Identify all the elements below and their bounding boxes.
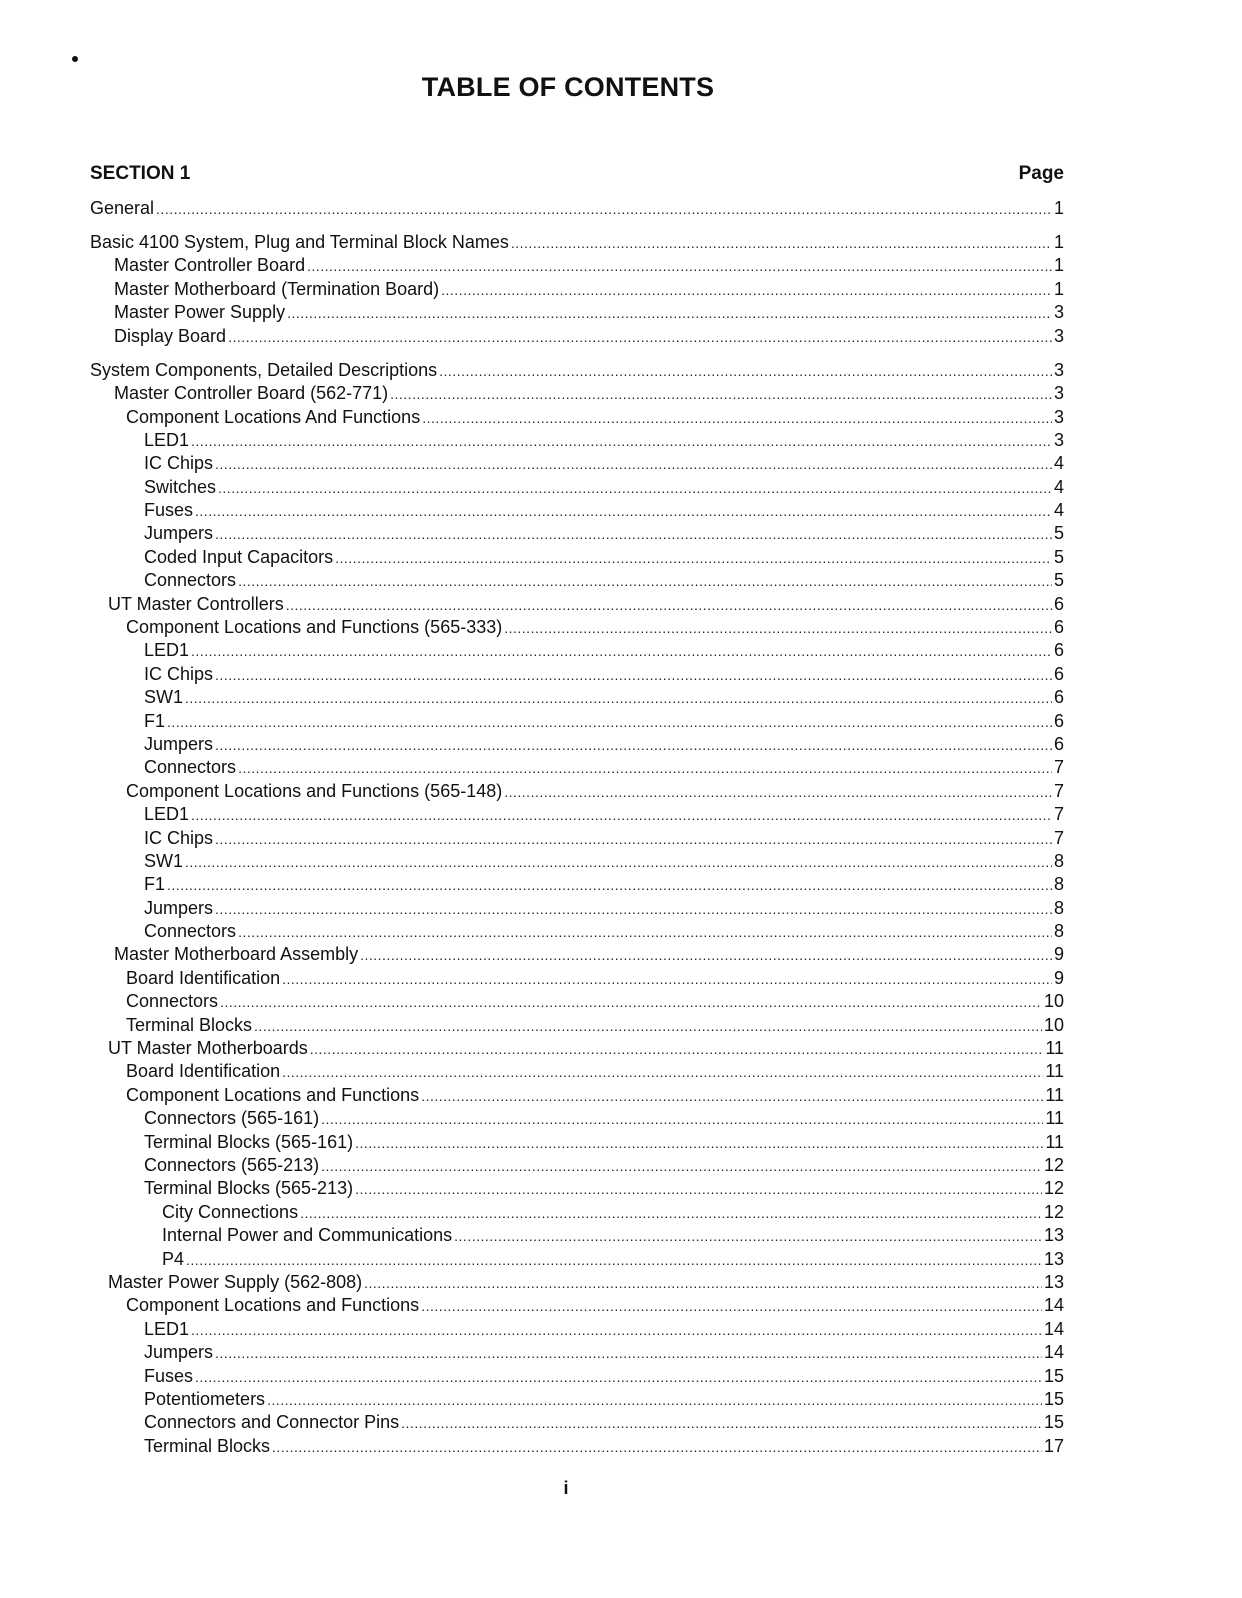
dot-leader [167, 874, 1052, 897]
dot-leader [390, 383, 1052, 406]
dot-leader [228, 326, 1052, 349]
toc-entry[interactable] [90, 593, 1064, 616]
toc-entry-label: Component Locations and Functions (565-148) [126, 780, 503, 801]
toc-entry-label: Component Locations And Functions [126, 406, 421, 427]
toc-entry-page: 14 [1043, 1342, 1064, 1363]
toc-entry-label: Connectors [144, 757, 237, 778]
toc-entry[interactable] [90, 639, 1064, 662]
page-column-header: Page [1018, 163, 1064, 184]
toc-entry-page: 5 [1053, 570, 1064, 591]
section-header [90, 163, 1064, 185]
toc-entry[interactable] [90, 1014, 1064, 1037]
toc-entry-page: 17 [1043, 1435, 1064, 1456]
toc-entry-label: LED1 [144, 640, 190, 661]
toc-entry-page: 6 [1053, 687, 1064, 708]
toc-entry[interactable] [90, 476, 1064, 499]
toc-entry-page: 15 [1043, 1388, 1064, 1409]
dot-leader [421, 1085, 1043, 1108]
toc-entry[interactable] [90, 1411, 1064, 1434]
toc-entry-page: 8 [1053, 874, 1064, 895]
toc-entry-label: Connectors [144, 921, 237, 942]
toc-entry-label: Potentiometers [144, 1388, 266, 1409]
toc-entry-page: 12 [1043, 1201, 1064, 1222]
toc-entry-page: 1 [1053, 278, 1064, 299]
toc-entry-label: City Connections [162, 1201, 299, 1222]
toc-entry-page: 3 [1053, 406, 1064, 427]
toc-entry-page: 4 [1053, 476, 1064, 497]
toc-entry-page: 12 [1043, 1155, 1064, 1175]
toc-entry-page: 1 [1053, 198, 1064, 218]
dot-leader [195, 1366, 1042, 1389]
toc-entry[interactable] [90, 1318, 1064, 1341]
toc-entry-page: 13 [1043, 1248, 1064, 1269]
toc-entry-label: Master Power Supply [114, 302, 286, 323]
toc-entry-label: Jumpers [144, 897, 214, 918]
toc-entry-page: 4 [1053, 500, 1064, 521]
toc-entry-label: Master Controller Board (562-771) [114, 383, 389, 404]
toc-entry[interactable] [90, 827, 1064, 850]
toc-entry[interactable] [90, 197, 1064, 220]
dot-leader [504, 617, 1052, 640]
dot-leader [254, 1015, 1042, 1038]
dot-leader [238, 921, 1052, 944]
dot-leader [421, 1295, 1042, 1318]
dot-leader [191, 430, 1052, 453]
toc-entry-page: 3 [1053, 429, 1064, 450]
bullet-mark [72, 56, 78, 62]
toc-entry[interactable] [90, 359, 1064, 382]
toc-list [90, 197, 1064, 1458]
toc-entry[interactable] [90, 1341, 1064, 1364]
toc-entry[interactable] [90, 301, 1064, 324]
toc-entry[interactable] [90, 803, 1064, 826]
dot-leader [215, 664, 1052, 687]
toc-entry[interactable] [90, 1388, 1064, 1411]
toc-entry-label: Basic 4100 System, Plug and Terminal Block Names [90, 232, 509, 253]
toc-entry-label: Fuses [144, 500, 194, 521]
toc-entry[interactable] [90, 1107, 1064, 1130]
toc-entry-label: F1 [144, 710, 166, 731]
toc-entry-page: 6 [1053, 593, 1064, 614]
toc-entry-page: 5 [1053, 546, 1064, 567]
dot-leader [191, 1319, 1042, 1342]
toc-entry[interactable] [90, 710, 1064, 733]
toc-entry[interactable] [90, 873, 1064, 896]
toc-entry-label: P4 [162, 1248, 185, 1269]
toc-entry[interactable] [90, 920, 1064, 943]
toc-entry-page: 10 [1043, 1014, 1064, 1035]
toc-entry-page: 3 [1053, 325, 1064, 346]
dot-leader [238, 570, 1052, 593]
dot-leader [215, 828, 1052, 851]
toc-entry-label: IC Chips [144, 453, 214, 474]
toc-entry[interactable] [90, 1248, 1064, 1271]
toc-entry-page: 11 [1045, 1131, 1064, 1152]
dot-leader [215, 453, 1052, 476]
toc-entry[interactable] [90, 850, 1064, 873]
dot-leader [364, 1272, 1042, 1295]
toc-entry-label: Master Motherboard (Termination Board) [114, 278, 440, 299]
toc-entry[interactable] [90, 1224, 1064, 1247]
toc-entry[interactable] [90, 429, 1064, 452]
section-label: SECTION 1 [90, 163, 191, 184]
toc-entry-label: Coded Input Capacitors [144, 546, 334, 567]
toc-entry-page: 11 [1045, 1084, 1064, 1105]
toc-entry[interactable] [90, 1060, 1064, 1083]
toc-entry-page: 3 [1053, 359, 1064, 380]
toc-entry-label: Connectors and Connector Pins [144, 1412, 400, 1433]
toc-entry-label: Terminal Blocks (565-161) [144, 1131, 354, 1152]
dot-leader [191, 640, 1052, 663]
toc-entry[interactable] [90, 733, 1064, 756]
dot-leader [504, 781, 1052, 804]
toc-entry-page: 7 [1053, 757, 1064, 778]
toc-entry-label: Component Locations and Functions [126, 1084, 420, 1105]
toc-entry-label: General [90, 198, 155, 218]
toc-entry-label: Terminal Blocks (565-213) [144, 1178, 354, 1199]
toc-entry[interactable] [90, 522, 1064, 545]
toc-entry-page: 1 [1053, 232, 1064, 253]
toc-entry-label: System Components, Detailed Descriptions [90, 359, 438, 380]
toc-entry-page: 13 [1043, 1271, 1064, 1292]
dot-leader [310, 1038, 1044, 1061]
dot-leader [422, 407, 1052, 430]
dot-leader [195, 500, 1052, 523]
toc-entry-label: Internal Power and Communications [162, 1225, 453, 1246]
toc-entry[interactable] [90, 990, 1064, 1013]
toc-entry[interactable] [90, 382, 1064, 405]
dot-leader [215, 898, 1052, 921]
toc-entry-label: Fuses [144, 1365, 194, 1386]
toc-entry[interactable] [90, 278, 1064, 301]
toc-entry-label: Connectors (565-213) [144, 1155, 320, 1175]
toc-entry-label: Display Board [114, 325, 227, 346]
dot-leader [218, 477, 1052, 500]
dot-leader [321, 1108, 1043, 1131]
toc-entry-page: 6 [1053, 617, 1064, 638]
toc-entry[interactable] [90, 967, 1064, 990]
toc-entry[interactable] [90, 756, 1064, 779]
toc-entry-page: 14 [1043, 1295, 1064, 1316]
toc-entry-label: Jumpers [144, 1342, 214, 1363]
dot-leader [238, 757, 1052, 780]
toc-entry-page: 8 [1053, 921, 1064, 942]
dot-leader [401, 1412, 1042, 1435]
toc-entry[interactable] [90, 499, 1064, 522]
toc-entry-label: Master Controller Board [114, 255, 306, 276]
dot-leader [215, 734, 1052, 757]
toc-entry-page: 6 [1053, 710, 1064, 731]
dot-leader [191, 804, 1052, 827]
dot-leader [287, 302, 1052, 325]
toc-entry-label: UT Master Motherboards [108, 1038, 308, 1059]
toc-entry-label: Master Motherboard Assembly [114, 944, 359, 965]
dot-leader [321, 1155, 1042, 1178]
dot-leader [156, 198, 1052, 221]
toc-entry-page: 15 [1043, 1365, 1064, 1386]
toc-entry[interactable] [90, 1435, 1064, 1458]
toc-entry[interactable] [90, 231, 1064, 254]
dot-leader [441, 279, 1052, 302]
toc-entry-label: F1 [144, 874, 166, 895]
toc-entry-page: 4 [1053, 453, 1064, 474]
dot-leader [454, 1225, 1042, 1248]
toc-entry-label: Connectors [144, 570, 237, 591]
dot-leader [185, 851, 1052, 874]
dot-leader [167, 711, 1052, 734]
toc-entry[interactable] [90, 943, 1064, 966]
dot-leader [511, 232, 1052, 255]
page-title: TABLE OF CONTENTS [421, 72, 715, 102]
toc-entry-label: Terminal Blocks [126, 1014, 253, 1035]
toc-entry-label: Master Power Supply (562-808) [108, 1271, 363, 1292]
dot-leader [286, 594, 1052, 617]
page-number: i [563, 1478, 569, 1498]
dot-leader [272, 1436, 1042, 1459]
toc-entry-page: 7 [1053, 804, 1064, 825]
toc-entry-page: 8 [1053, 897, 1064, 918]
toc-entry[interactable] [90, 1177, 1064, 1200]
dot-leader [186, 1249, 1042, 1272]
dot-leader [282, 1061, 1043, 1084]
toc-entry[interactable] [90, 663, 1064, 686]
toc-entry-label: LED1 [144, 804, 190, 825]
toc-entry-label: Jumpers [144, 523, 214, 544]
toc-entry-label: SW1 [144, 850, 184, 871]
toc-entry[interactable] [90, 1131, 1064, 1154]
toc-entry[interactable] [90, 1084, 1064, 1107]
toc-entry-label: Board Identification [126, 1061, 281, 1082]
toc-entry-label: Switches [144, 476, 217, 497]
toc-entry-page: 8 [1053, 850, 1064, 871]
dot-leader [185, 687, 1052, 710]
toc-entry-label: Jumpers [144, 733, 214, 754]
toc-entry[interactable] [90, 406, 1064, 429]
toc-entry-page: 6 [1053, 663, 1064, 684]
toc-entry-page: 6 [1053, 640, 1064, 661]
toc-entry-label: LED1 [144, 429, 190, 450]
toc-entry[interactable] [90, 780, 1064, 803]
toc-entry-page: 7 [1053, 780, 1064, 801]
toc-entry[interactable] [90, 1271, 1064, 1294]
toc-entry-label: SW1 [144, 687, 184, 708]
toc-entry[interactable] [90, 546, 1064, 569]
toc-entry[interactable] [90, 686, 1064, 709]
dot-leader [360, 944, 1052, 967]
toc-entry[interactable] [90, 1201, 1064, 1224]
toc-entry-label: Connectors [126, 991, 219, 1012]
dot-leader [215, 1342, 1042, 1365]
toc-entry-page: 11 [1045, 1108, 1064, 1129]
toc-entry[interactable] [90, 1037, 1064, 1060]
toc-entry-label: LED1 [144, 1318, 190, 1339]
toc-entry-page: 6 [1053, 733, 1064, 754]
toc-entry-page: 3 [1053, 383, 1064, 404]
toc-entry[interactable] [90, 569, 1064, 592]
dot-leader [215, 523, 1052, 546]
toc-entry[interactable] [90, 1365, 1064, 1388]
dot-leader [220, 991, 1042, 1014]
toc-entry-label: Component Locations and Functions [126, 1295, 420, 1316]
dot-leader [267, 1389, 1042, 1412]
dot-leader [300, 1202, 1042, 1225]
toc-entry-label: Component Locations and Functions (565-333) [126, 617, 503, 638]
toc-entry-page: 11 [1045, 1061, 1064, 1082]
toc-entry-label: UT Master Controllers [108, 593, 284, 614]
dot-leader [439, 360, 1052, 383]
dot-leader [282, 968, 1052, 991]
toc-entry-label: Connectors (565-161) [144, 1108, 320, 1129]
dot-leader [355, 1132, 1043, 1155]
toc-entry[interactable] [90, 1154, 1064, 1177]
dot-leader [307, 255, 1052, 278]
toc-entry[interactable] [90, 452, 1064, 475]
toc-entry-label: Board Identification [126, 967, 281, 988]
dot-leader [355, 1178, 1042, 1201]
toc-entry-page: 10 [1043, 991, 1064, 1012]
toc-entry-page: 7 [1053, 827, 1064, 848]
toc-entry-page: 9 [1053, 944, 1064, 965]
toc-entry-label: IC Chips [144, 663, 214, 684]
toc-entry-page: 11 [1045, 1038, 1064, 1059]
toc-entry-label: Terminal Blocks [144, 1435, 271, 1456]
toc-entry-page: 5 [1053, 523, 1064, 544]
toc-entry[interactable] [90, 325, 1064, 348]
toc-entry-label: IC Chips [144, 827, 214, 848]
toc-entry[interactable] [90, 616, 1064, 639]
toc-entry[interactable] [90, 897, 1064, 920]
dot-leader [335, 547, 1052, 570]
toc-entry-page: 3 [1053, 302, 1064, 323]
toc-entry[interactable] [90, 254, 1064, 277]
toc-entry[interactable] [90, 1294, 1064, 1317]
toc-entry-page: 12 [1043, 1178, 1064, 1199]
toc-entry-page: 13 [1043, 1225, 1064, 1246]
toc-entry-page: 1 [1053, 255, 1064, 276]
toc-entry-page: 9 [1053, 967, 1064, 988]
toc-entry-page: 15 [1043, 1412, 1064, 1433]
toc-entry-page: 14 [1043, 1318, 1064, 1339]
